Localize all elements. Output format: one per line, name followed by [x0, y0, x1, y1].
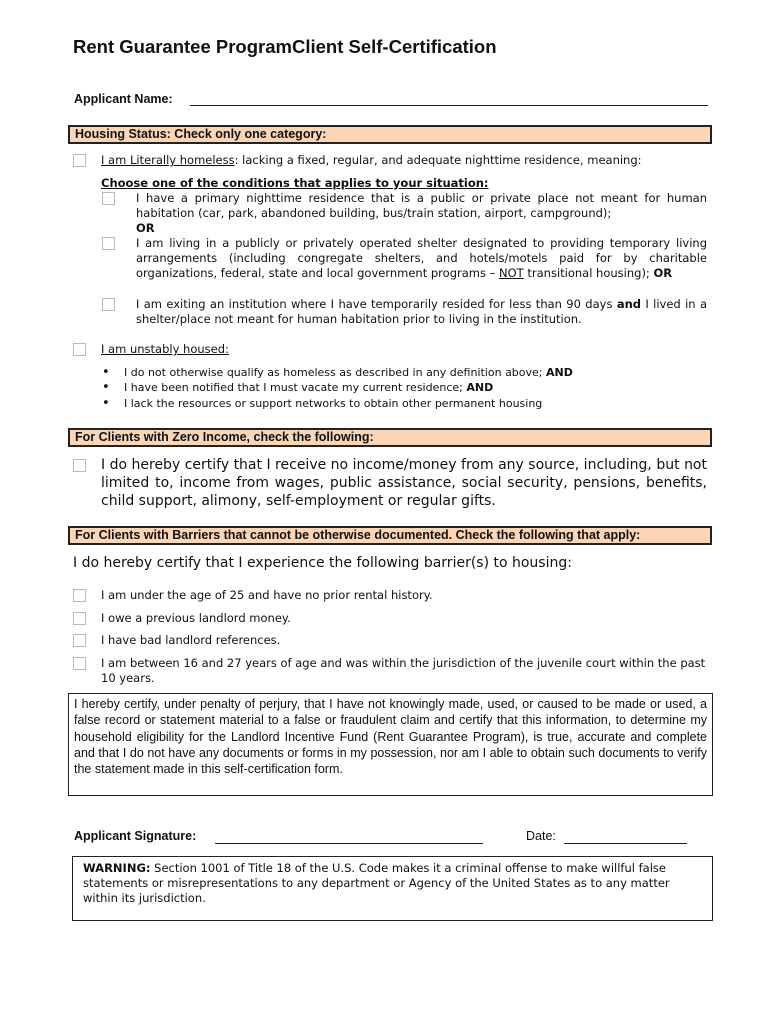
condition-3-checkbox[interactable]	[102, 298, 115, 311]
homeless-checkbox[interactable]	[73, 154, 86, 167]
condition-3-text	[136, 297, 707, 327]
warning-box	[72, 856, 713, 921]
condition-1-text	[136, 191, 707, 236]
zero-income-checkbox[interactable]	[73, 459, 86, 472]
homeless-label: I am Literally homeless	[101, 153, 235, 167]
barrier-1-checkbox[interactable]	[73, 589, 86, 602]
unstable-item-3-text: I lack the resources or support networks to obtain other permanent housing	[124, 397, 543, 410]
condition-2-text	[136, 236, 707, 281]
unstable-label: I am unstably housed:	[101, 342, 229, 356]
condition-2-not: NOT	[499, 266, 524, 280]
barrier-2-checkbox[interactable]	[73, 612, 86, 625]
barrier-3-text: I have bad landlord references.	[101, 633, 281, 647]
unstable-item-2	[102, 380, 494, 396]
barrier-3-checkbox[interactable]	[73, 634, 86, 647]
condition-1-checkbox[interactable]	[102, 192, 115, 205]
signature-field[interactable]	[215, 843, 483, 844]
unstable-item-3	[102, 396, 543, 412]
housing-status-header: Housing Status: Check only one category:	[68, 125, 712, 144]
bullet-icon: •	[102, 365, 110, 380]
barriers-intro: I do hereby certify that I experience the following barrier(s) to housing:	[73, 555, 572, 571]
perjury-declaration: I hereby certify, under penalty of perjury, that I have not knowingly made, used, or caused to be made or used, a false record or statement material to a false or fraudulent claim and certify that this information, to determine my household eligibility for the Landlord Incentive Fund (Rent Guarantee Program), is true, accurate and complete and that I do not have any documents or forms in my possession, nor am I able to obtain such documents to verify the statement made in this self-certification form.	[68, 693, 713, 796]
condition-1-body: I have a primary nighttime residence that is a public or private place not meant for human habitation (car, park, abandoned building, bus/train station, airport, campground);	[136, 191, 707, 220]
zero-income-header: For Clients with Zero Income, check the following:	[68, 428, 712, 447]
unstable-item-2-and: AND	[466, 381, 494, 394]
date-label: Date:	[526, 829, 556, 843]
barrier-1-text: I am under the age of 25 and have no prior rental history.	[101, 588, 433, 602]
unstable-item-1-and: AND	[546, 366, 573, 379]
barrier-4-text: I am between 16 and 27 years of age and was within the jurisdiction of the juvenile court within the past 10 years.	[101, 656, 706, 685]
unstable-item-2-text: I have been notified that I must vacate my current residence;	[124, 381, 467, 394]
condition-2-body-end: transitional housing);	[523, 266, 654, 280]
page-title: Rent Guarantee ProgramClient Self-Certification	[73, 36, 497, 57]
applicant-name-field[interactable]	[190, 105, 708, 106]
zero-income-statement: I do hereby certify that I receive no income/money from any source, including, but not limited to, income from wages, public assistance, social security, pensions, benefits, child support, alimony, self-employment or regular gifts.	[101, 457, 707, 509]
warning-label: WARNING:	[83, 861, 151, 875]
bullet-icon: •	[102, 380, 110, 395]
warning-text: Section 1001 of Title 18 of the U.S. Code makes it a criminal offense to make willful false statements or misrepresentations to any department or Agency of the United States as to any matter within its jurisdiction.	[83, 861, 670, 905]
barrier-4-checkbox[interactable]	[73, 657, 86, 670]
condition-1-or: OR	[136, 221, 155, 235]
unstable-item-1-text: I do not otherwise qualify as homeless as described in any definition above;	[124, 366, 546, 379]
unstable-item-1	[102, 365, 573, 381]
condition-2-or: OR	[653, 266, 673, 280]
condition-3-body: I am exiting an institution where I have temporarily resided for less than 90 days	[136, 297, 617, 311]
unstable-checkbox[interactable]	[73, 343, 86, 356]
date-field[interactable]	[564, 843, 687, 844]
condition-3-body-end: I lived in a shelter/place not meant for human habitation prior to living in the institution.	[136, 297, 707, 326]
condition-2-checkbox[interactable]	[102, 237, 115, 250]
condition-2-body: I am living in a publicly or privately operated shelter designated to providing temporary living arrangements (including congregate shelters, and hotels/motels paid for by charitable organizations, federal, state and local government programs –	[136, 236, 707, 280]
homeless-row	[101, 153, 711, 168]
conditions-heading: Choose one of the conditions that applies to your situation:	[101, 176, 489, 190]
signature-label: Applicant Signature:	[74, 829, 197, 843]
barriers-header: For Clients with Barriers that cannot be otherwise documented. Check the following that apply:	[68, 526, 712, 545]
barrier-2-text: I owe a previous landlord money.	[101, 611, 291, 625]
homeless-description: : lacking a fixed, regular, and adequate nighttime residence, meaning:	[234, 153, 642, 167]
bullet-icon: •	[102, 396, 110, 411]
condition-3-and: and	[616, 297, 642, 311]
applicant-name-label: Applicant Name:	[74, 92, 173, 106]
